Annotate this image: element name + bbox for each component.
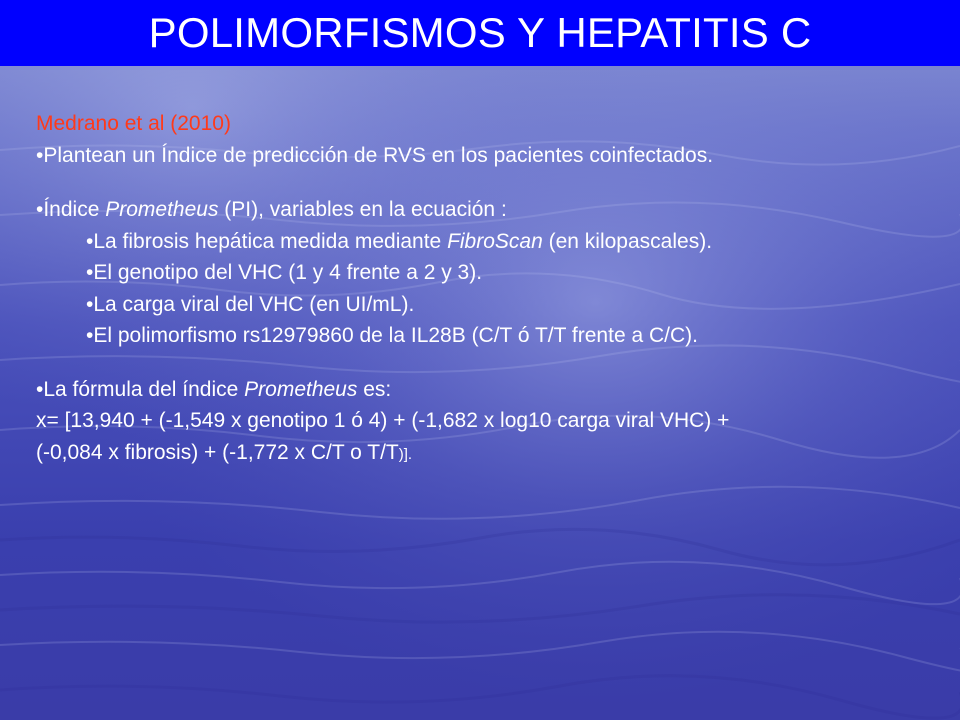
variable-item-polymorphism: •El polimorfismo rs12979860 de la IL28B (C/T ó T/T frente a C/C). <box>86 324 698 347</box>
formula-heading-suffix: es: <box>357 377 392 401</box>
variable-fibrosis-suffix: (en kilopascales). <box>542 229 713 253</box>
spacer <box>36 171 936 194</box>
formula-line-2 <box>36 437 936 471</box>
formula-line-2-end: )]. <box>398 445 413 463</box>
index-heading-prefix: •Índice <box>36 198 106 221</box>
formula-heading-prefix: •La fórmula del índice <box>36 377 245 401</box>
formula-line-2-main: (-0,084 x fibrosis) + (-1,772 x C/T o T/T <box>36 440 399 464</box>
variable-item-fibrosis <box>36 226 936 258</box>
index-heading <box>36 194 936 226</box>
index-heading-name: Prometheus <box>105 198 219 221</box>
citation: Medrano et al (2010) <box>36 112 231 135</box>
spacer <box>36 352 936 374</box>
variable-item-viral-load: •La carga viral del VHC (en UI/mL). <box>86 292 415 316</box>
index-heading-suffix: (PI), variables en la ecuación : <box>218 198 507 221</box>
slide-content <box>36 108 936 470</box>
slide-title: POLIMORFISMOS Y HEPATITIS C <box>148 9 812 56</box>
formula-line-1: x= [13,940 + (-1,549 x genotipo 1 ó 4) + (-1,682 x log10 carga viral VHC) + <box>36 409 730 432</box>
title-bar <box>0 0 960 66</box>
intro-bullet: •Plantean un Índice de predicción de RVS en los pacientes coinfectados. <box>36 143 714 167</box>
variable-item-genotype: •El genotipo del VHC (1 y 4 frente a 2 y 3). <box>86 261 483 284</box>
formula-heading <box>36 374 936 406</box>
variable-fibrosis-italic: FibroScan <box>447 229 543 253</box>
formula-heading-name: Prometheus <box>244 377 358 401</box>
variable-fibrosis-prefix: •La fibrosis hepática medida mediante <box>86 229 448 253</box>
